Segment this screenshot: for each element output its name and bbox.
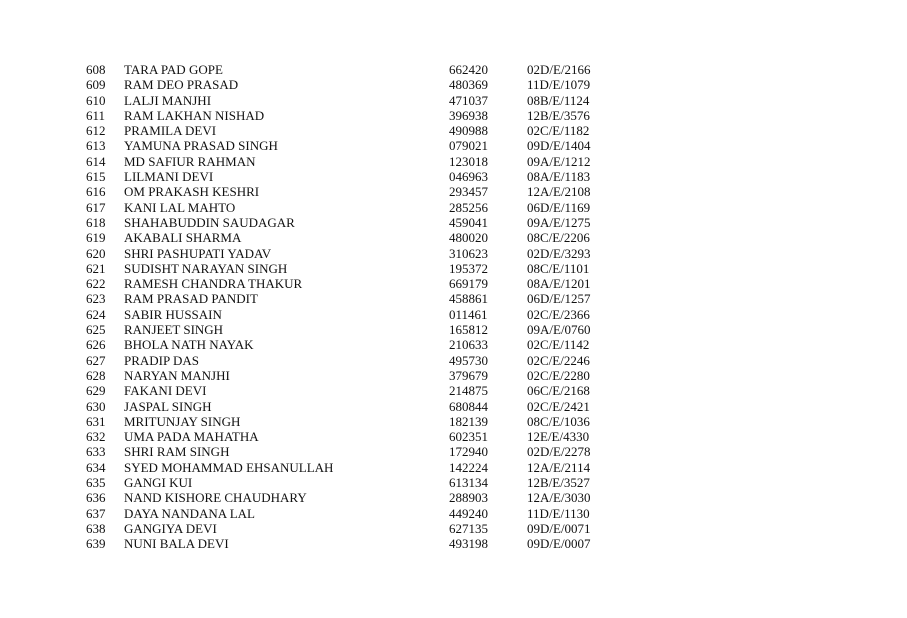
- reference-code: 09A/E/0760: [527, 322, 591, 338]
- person-name: YAMUNA PRASAD SINGH: [124, 138, 278, 154]
- person-name: PRADIP DAS: [124, 352, 200, 368]
- list-item: [86, 291, 646, 306]
- reference-code: 02C/E/2421: [527, 398, 590, 414]
- id-number: 310623: [449, 245, 488, 261]
- serial-number: 627: [86, 352, 106, 368]
- reference-code: 12B/E/3527: [527, 475, 590, 491]
- id-number: 490988: [449, 123, 488, 139]
- person-name: OM PRAKASH KESHRI: [124, 184, 260, 200]
- reference-code: 02C/E/2366: [527, 306, 590, 322]
- person-name: AKABALI SHARMA: [124, 230, 242, 246]
- id-number: 458861: [449, 291, 488, 307]
- list-item: [86, 77, 646, 92]
- serial-number: 611: [86, 107, 106, 123]
- person-name: SHAHABUDDIN SAUDAGAR: [124, 214, 295, 230]
- id-number: 493198: [449, 536, 488, 552]
- reference-code: 09D/E/1404: [527, 138, 591, 154]
- list-item: [86, 184, 646, 199]
- person-name: LILMANI DEVI: [124, 169, 214, 185]
- id-number: 480369: [449, 77, 488, 93]
- person-name: PRAMILA DEVI: [124, 123, 217, 139]
- list-item: [86, 414, 646, 429]
- serial-number: 637: [86, 505, 106, 521]
- reference-code: 09A/E/1212: [527, 153, 591, 169]
- id-number: 123018: [449, 153, 488, 169]
- serial-number: 639: [86, 536, 106, 552]
- serial-number: 631: [86, 413, 106, 429]
- reference-code: 11D/E/1079: [527, 77, 591, 93]
- person-name: MD SAFIUR RAHMAN: [124, 153, 256, 169]
- reference-code: 06D/E/1169: [527, 199, 591, 215]
- serial-number: 628: [86, 367, 106, 383]
- serial-number: 632: [86, 429, 106, 445]
- serial-number: 609: [86, 77, 106, 93]
- list-item: [86, 475, 646, 490]
- list-item: [86, 169, 646, 184]
- list-item: [86, 230, 646, 245]
- reference-code: 02C/E/2246: [527, 352, 590, 368]
- id-number: 142224: [449, 459, 488, 475]
- person-name: NUNI BALA DEVI: [124, 536, 229, 552]
- id-number: 396938: [449, 107, 488, 123]
- reference-code: 12A/E/2114: [527, 459, 591, 475]
- person-name: RAM LAKHAN NISHAD: [124, 107, 265, 123]
- serial-number: 613: [86, 138, 106, 154]
- serial-number: 618: [86, 214, 106, 230]
- person-name: FAKANI DEVI: [124, 383, 207, 399]
- serial-number: 610: [86, 92, 106, 108]
- person-name: GANGI KUI: [124, 475, 193, 491]
- reference-code: 08C/E/1101: [527, 260, 590, 276]
- serial-number: 619: [86, 230, 106, 246]
- id-number: 011461: [449, 306, 488, 322]
- id-number: 379679: [449, 367, 488, 383]
- id-number: 182139: [449, 413, 488, 429]
- serial-number: 615: [86, 169, 106, 185]
- serial-number: 620: [86, 245, 106, 261]
- list-item: [86, 429, 646, 444]
- serial-number: 626: [86, 337, 106, 353]
- list-item: [86, 383, 646, 398]
- person-name: UMA PADA MAHATHA: [124, 429, 259, 445]
- serial-number: 621: [86, 260, 106, 276]
- person-name: JASPAL SINGH: [124, 398, 212, 414]
- serial-number: 625: [86, 322, 106, 338]
- person-name: SUDISHT NARAYAN SINGH: [124, 260, 288, 276]
- list-item: [86, 444, 646, 459]
- id-number: 495730: [449, 352, 488, 368]
- list-item: [86, 307, 646, 322]
- id-number: 210633: [449, 337, 488, 353]
- reference-code: 06C/E/2168: [527, 383, 590, 399]
- person-name: RAM PRASAD PANDIT: [124, 291, 258, 307]
- list-item: [86, 368, 646, 383]
- list-item: [86, 353, 646, 368]
- id-number: 079021: [449, 138, 488, 154]
- list-item: [86, 460, 646, 475]
- reference-code: 08B/E/1124: [527, 92, 590, 108]
- serial-number: 635: [86, 475, 106, 491]
- reference-code: 12B/E/3576: [527, 107, 590, 123]
- person-name: RANJEET SINGH: [124, 322, 224, 338]
- person-name: KANI LAL MAHTO: [124, 199, 236, 215]
- id-number: 214875: [449, 383, 488, 399]
- reference-code: 08C/E/2206: [527, 230, 590, 246]
- record-list: [86, 62, 646, 552]
- id-number: 669179: [449, 276, 488, 292]
- list-item: [86, 62, 646, 77]
- serial-number: 629: [86, 383, 106, 399]
- serial-number: 612: [86, 123, 106, 139]
- reference-code: 02D/E/3293: [527, 245, 591, 261]
- reference-code: 02C/E/1182: [527, 123, 590, 139]
- list-item: [86, 138, 646, 153]
- serial-number: 623: [86, 291, 106, 307]
- reference-code: 11D/E/1130: [527, 505, 590, 521]
- reference-code: 12A/E/3030: [527, 490, 591, 506]
- serial-number: 622: [86, 276, 106, 292]
- person-name: NARYAN MANJHI: [124, 367, 230, 383]
- id-number: 680844: [449, 398, 488, 414]
- serial-number: 617: [86, 199, 106, 215]
- id-number: 172940: [449, 444, 488, 460]
- list-item: [86, 261, 646, 276]
- person-name: BHOLA NATH NAYAK: [124, 337, 254, 353]
- list-item: [86, 154, 646, 169]
- person-name: SHRI PASHUPATI YADAV: [124, 245, 272, 261]
- list-item: [86, 93, 646, 108]
- reference-code: 12E/E/4330: [527, 429, 590, 445]
- reference-code: 02D/E/2166: [527, 62, 591, 77]
- list-item: [86, 337, 646, 352]
- serial-number: 616: [86, 184, 106, 200]
- list-item: [86, 399, 646, 414]
- person-name: DAYA NANDANA LAL: [124, 505, 255, 521]
- id-number: 293457: [449, 184, 488, 200]
- list-item: [86, 123, 646, 138]
- id-number: 046963: [449, 169, 488, 185]
- reference-code: 08C/E/1036: [527, 413, 590, 429]
- id-number: 602351: [449, 429, 488, 445]
- person-name: SABIR HUSSAIN: [124, 306, 222, 322]
- person-name: SYED MOHAMMAD EHSANULLAH: [124, 459, 334, 475]
- id-number: 627135: [449, 520, 488, 536]
- id-number: 613134: [449, 475, 488, 491]
- list-item: [86, 200, 646, 215]
- list-item: [86, 506, 646, 521]
- person-name: RAM DEO PRASAD: [124, 77, 239, 93]
- reference-code: 09D/E/0071: [527, 520, 591, 536]
- serial-number: 630: [86, 398, 106, 414]
- list-item: [86, 322, 646, 337]
- reference-code: 06D/E/1257: [527, 291, 591, 307]
- list-item: [86, 215, 646, 230]
- serial-number: 634: [86, 459, 106, 475]
- serial-number: 636: [86, 490, 106, 506]
- id-number: 285256: [449, 199, 488, 215]
- serial-number: 614: [86, 153, 106, 169]
- id-number: 288903: [449, 490, 488, 506]
- reference-code: 09A/E/1275: [527, 214, 591, 230]
- reference-code: 12A/E/2108: [527, 184, 591, 200]
- reference-code: 08A/E/1201: [527, 276, 591, 292]
- reference-code: 02C/E/1142: [527, 337, 590, 353]
- id-number: 449240: [449, 505, 488, 521]
- id-number: 459041: [449, 214, 488, 230]
- person-name: RAMESH CHANDRA THAKUR: [124, 276, 303, 292]
- serial-number: 638: [86, 520, 106, 536]
- person-name: TARA PAD GOPE: [124, 62, 223, 77]
- list-item: [86, 490, 646, 505]
- list-item: [86, 108, 646, 123]
- person-name: SHRI RAM SINGH: [124, 444, 230, 460]
- serial-number: 633: [86, 444, 106, 460]
- person-name: GANGIYA DEVI: [124, 520, 217, 536]
- id-number: 662420: [449, 62, 488, 77]
- reference-code: 02D/E/2278: [527, 444, 591, 460]
- list-item: [86, 536, 646, 551]
- id-number: 471037: [449, 92, 488, 108]
- id-number: 165812: [449, 322, 488, 338]
- list-item: [86, 246, 646, 261]
- serial-number: 624: [86, 306, 106, 322]
- id-number: 480020: [449, 230, 488, 246]
- reference-code: 08A/E/1183: [527, 169, 591, 185]
- id-number: 195372: [449, 260, 488, 276]
- list-item: [86, 521, 646, 536]
- person-name: NAND KISHORE CHAUDHARY: [124, 490, 307, 506]
- reference-code: 09D/E/0007: [527, 536, 591, 552]
- reference-code: 02C/E/2280: [527, 367, 590, 383]
- list-item: [86, 276, 646, 291]
- serial-number: 608: [86, 62, 106, 77]
- person-name: MRITUNJAY SINGH: [124, 413, 241, 429]
- person-name: LALJI MANJHI: [124, 92, 212, 108]
